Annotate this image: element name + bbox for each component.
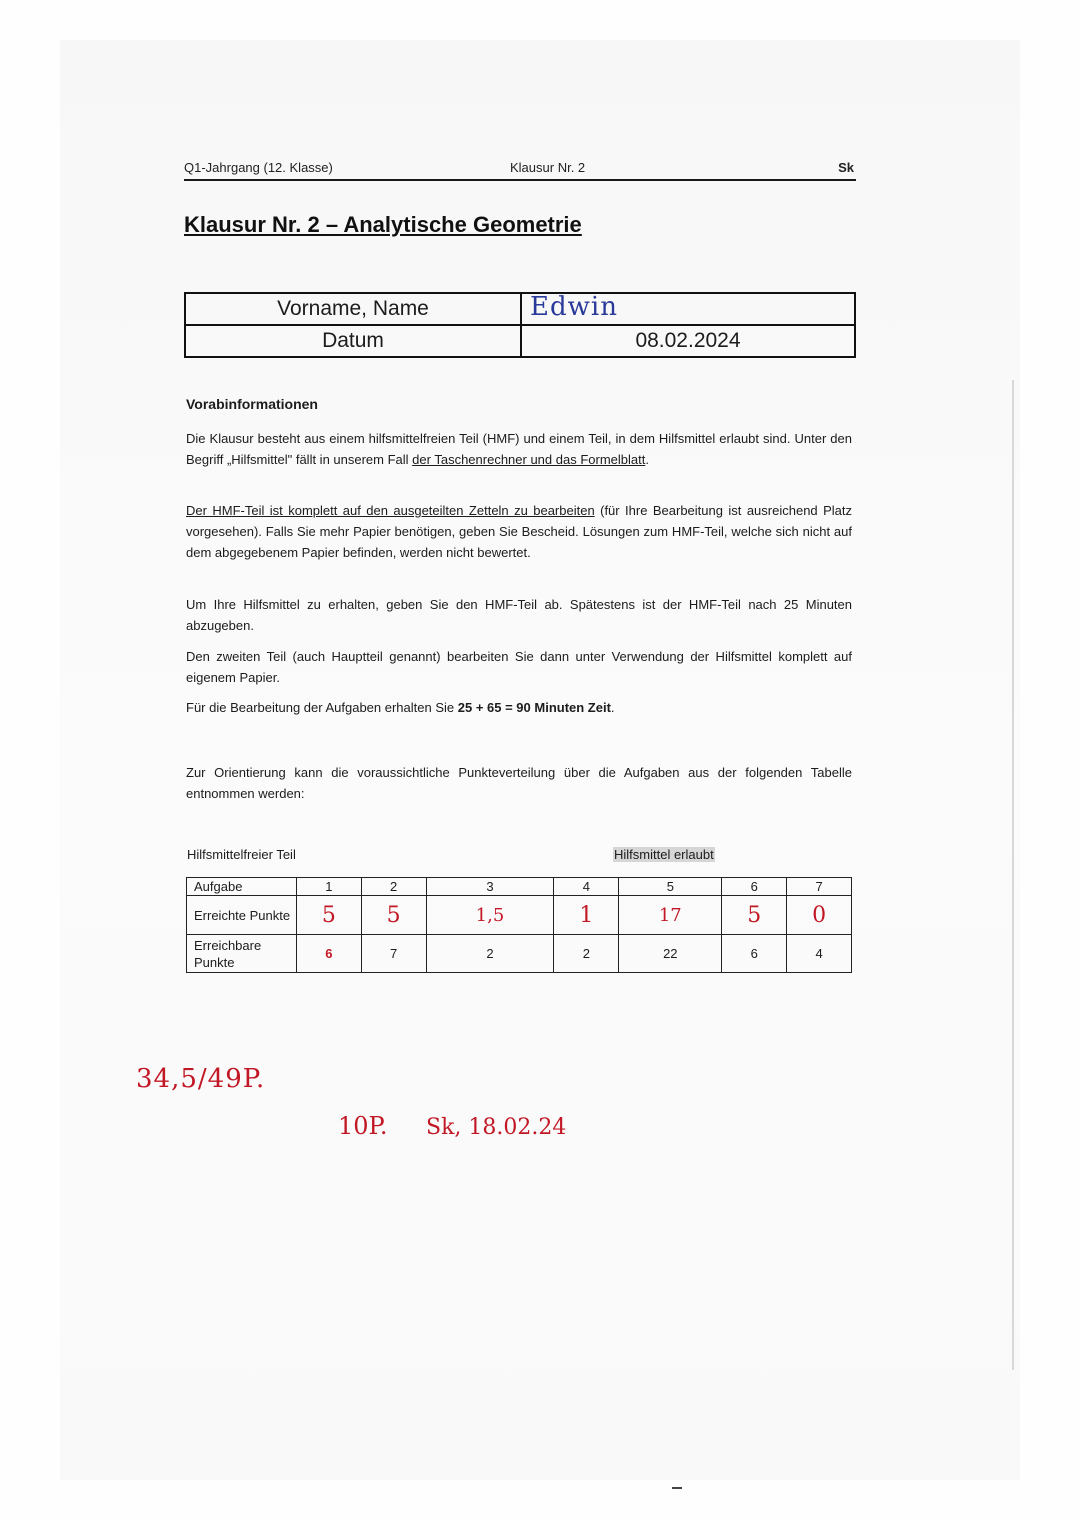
task-row-label: Aufgabe: [187, 878, 297, 896]
date-field: [521, 325, 855, 357]
achieved-points-cell: [722, 896, 787, 935]
name-field[interactable]: [521, 293, 855, 325]
max-points: 7: [361, 935, 426, 973]
paragraph-tools: Die Klausur besteht aus einem hilfsmittelfreien Teil (HMF) und einem Teil, in dem Hilfsmittel erlaubt sind. Unter den Begriff „Hilfsmittel" fällt in unserem Fall der Taschenrechner und das Formelblatt.: [186, 431, 852, 467]
task-number: 6: [722, 878, 787, 896]
max-points-cell: [297, 935, 362, 973]
scan-speck: [672, 1487, 682, 1489]
date-value: 08.02.2024: [635, 329, 741, 352]
achieved-points: 0: [812, 902, 827, 928]
paper-sheet: [60, 40, 1020, 1480]
paragraph-time: Für die Bearbeitung der Aufgaben erhalten Sie 25 + 65 = 90 Minuten Zeit.: [186, 700, 615, 715]
date-label: Datum: [185, 325, 521, 357]
achieved-points-cell: [554, 896, 619, 935]
task-number: 4: [554, 878, 619, 896]
student-info-table: [184, 292, 856, 358]
task-number: 7: [787, 878, 852, 896]
achieved-points-cell: [426, 896, 554, 935]
caption-tools-allowed: Hilfsmittel erlaubt: [614, 847, 714, 862]
exam-title: Klausur Nr. 2 – Analytische Geometrie: [184, 212, 582, 237]
caption-no-tools: Hilfsmittelfreier Teil: [187, 847, 296, 862]
achieved-points-cell: [619, 896, 722, 935]
max-points: 2: [554, 935, 619, 973]
achieved-points-cell: [361, 896, 426, 935]
handwritten-grade: 10P.: [338, 1112, 388, 1140]
max-points: 6: [722, 935, 787, 973]
task-number: 3: [426, 878, 554, 896]
name-label: Vorname, Name: [185, 293, 521, 325]
task-number: 2: [361, 878, 426, 896]
max-points: 4: [787, 935, 852, 973]
max-row-label: Erreichbare Punkte: [187, 935, 297, 973]
date-row: [185, 325, 855, 357]
header-teacher-initials: Sk: [838, 160, 854, 175]
achieved-points: 5: [321, 902, 336, 928]
handwritten-name: Edwin: [530, 292, 618, 322]
handwritten-signature: Sk, 18.02.24: [426, 1115, 567, 1140]
paragraph-main-part: Den zweiten Teil (auch Hauptteil genannt) bearbeiten Sie dann unter Verwendung der Hilfsmittel komplett auf eigenem Papier.: [186, 649, 852, 685]
task-number: 5: [619, 878, 722, 896]
page-header: [184, 158, 856, 178]
scan-edge-line: [1012, 380, 1014, 1370]
achieved-points-cell: [787, 896, 852, 935]
name-row: [185, 293, 855, 325]
header-exam-number: Klausur Nr. 2: [510, 160, 586, 175]
max-points: 22: [619, 935, 722, 973]
task-number: 1: [297, 878, 362, 896]
achieved-points: 5: [386, 902, 401, 928]
max-row: [187, 935, 852, 973]
paragraph-submit: Um Ihre Hilfsmittel zu erhalten, geben Sie den HMF-Teil ab. Spätestens ist der HMF-Teil nach 25 Minuten abzugeben.: [186, 597, 852, 633]
header-rule: [184, 179, 856, 181]
header-grade-level: Q1-Jahrgang (12. Klasse): [184, 160, 333, 175]
achieved-row: [187, 896, 852, 935]
achieved-points: 1,5: [475, 904, 505, 926]
score-table: [186, 877, 852, 973]
achieved-points: 17: [658, 904, 682, 926]
max-points-corrected: 6: [325, 946, 333, 961]
achieved-points: 1: [579, 902, 594, 928]
section-heading: Vorabinformationen: [186, 396, 318, 412]
achieved-points-cell: [297, 896, 362, 935]
achieved-points: 5: [747, 902, 762, 928]
paragraph-hmf: Der HMF-Teil ist komplett auf den ausgeteilten Zetteln zu bearbeiten (für Ihre Bearbeitung ist ausreichend Platz vorgesehen). Falls Sie mehr Papier benötigen, geben Sie Bescheid. Lösungen zum HMF-Teil, welche sich nicht auf dem abgegebenem Papier befinden, werden nicht bewertet.: [186, 503, 852, 560]
task-row: [187, 878, 852, 896]
paragraph-orientation: Zur Orientierung kann die voraussichtliche Punkteverteilung über die Aufgaben aus der folgenden Tabelle entnommen werden:: [186, 765, 852, 801]
handwritten-total: 34,5/49P.: [136, 1064, 266, 1094]
achieved-row-label: Erreichte Punkte: [187, 896, 297, 935]
max-points: 2: [426, 935, 554, 973]
